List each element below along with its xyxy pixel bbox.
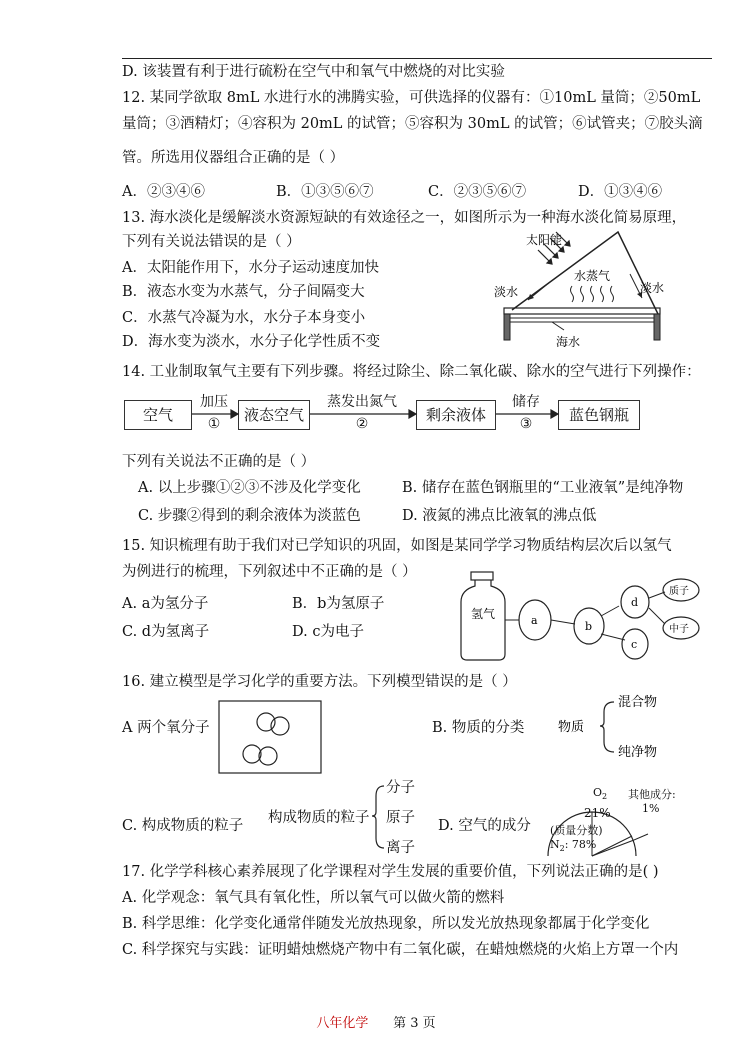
footer-subject: 八年化学	[316, 1016, 369, 1031]
flow-step-2-label: 蒸发出氮气	[327, 394, 397, 410]
q15-option-d: D. c为电子	[292, 624, 364, 640]
pie-n2-label: $N_2$: 78%	[550, 838, 597, 854]
q12-option-a: A．②③④⑥	[122, 184, 205, 200]
flow-box-air: 空气	[124, 400, 192, 430]
bottle-label: 氢气	[471, 607, 496, 621]
q13-stem-line2: 下列有关说法错误的是（ ）	[122, 234, 301, 250]
node-a: a	[531, 614, 538, 627]
flow-arrows	[0, 0, 752, 440]
particle-ion: 离子	[386, 840, 415, 856]
node-c: c	[631, 638, 638, 651]
q15-option-c: C. d为氢离子	[122, 624, 210, 640]
proton-label: 质子	[669, 586, 689, 597]
classify-root: 物质	[558, 720, 585, 735]
q14-option-c: C. 步骤②得到的剩余液体为淡蓝色	[138, 508, 361, 524]
q17-option-a: A. 化学观念：氧气具有氧化性，所以氧气可以做火箭的燃料	[122, 890, 505, 906]
q17-option-b: B. 科学思维：化学变化通常伴随发光放热现象，所以发光放热现象都属于化学变化	[122, 916, 650, 932]
sea-water-label: 海水	[556, 335, 581, 349]
q17-stem-line1: 17. 化学学科核心素养展现了化学课程对学生发展的重要价值，下列说法正确的是( )	[122, 864, 659, 880]
pie-o2-label: $O_2$	[593, 786, 608, 802]
flow-step-1-label: 加压	[200, 394, 228, 410]
q14-stem-line2: 下列有关说法不正确的是（ ）	[122, 454, 316, 470]
flow-box-remaining-liquid: 剩余液体	[416, 400, 496, 430]
q12-option-b: B．①③⑤⑥⑦	[276, 184, 374, 200]
pie-o2-pct: 21%	[584, 806, 611, 820]
particle-atom: 原子	[386, 810, 415, 826]
oxygen-molecule-model	[218, 700, 322, 774]
q12-stem-line1: 12. 某同学欲取 8mL 水进行水的沸腾实验，可供选择的仪器有：①10mL 量筒；②50mL	[122, 90, 701, 106]
q13-option-c: C．水蒸气冷凝为水，水分子本身变小	[122, 310, 366, 326]
pie-mass-label: (质量分数)	[550, 824, 603, 837]
flow-box-liquid-air: 液态空气	[238, 400, 310, 430]
q14-option-b: B. 储存在蓝色钢瓶里的“工业液氧”是纯净物	[402, 480, 684, 496]
node-d: d	[631, 596, 639, 609]
q17-option-c: C. 科学探究与实践：证明蜡烛燃烧产物中有二氧化碳，在蜡烛燃烧的火焰上方罩一个内	[122, 942, 679, 958]
classification-model	[550, 690, 700, 762]
q15-option-b: B．b为氢原子	[292, 596, 385, 612]
flow-step-3-label: 储存	[512, 394, 540, 410]
q16-option-b: B. 物质的分类	[432, 720, 525, 736]
fresh-water-right: 淡水	[640, 281, 665, 295]
q11-option-d: D. 该装置有利于进行硫粉在空气中和氧气中燃烧的对比实验	[122, 64, 505, 80]
q12-option-d: D．①③④⑥	[578, 184, 663, 200]
pie-other-label: 其他成分:	[628, 788, 676, 801]
classify-bottom: 纯净物	[618, 745, 658, 760]
q15-stem-line1: 15. 知识梳理有助于我们对已学知识的巩固，如图是某同学学习物质结构层次后以氢气	[122, 538, 672, 554]
q12-stem-line2: 量筒；③酒精灯；④容积为 20mL 的试管；⑤容积为 30mL 的试管；⑥试管夹；⑦胶头滴	[122, 116, 703, 132]
q14-option-a: A. 以上步骤①②③不涉及化学变化	[138, 480, 361, 496]
neutron-label: 中子	[669, 624, 689, 635]
classify-top: 混合物	[618, 695, 658, 710]
flow-step-3-num: ③	[519, 416, 533, 432]
q14-stem-line1: 14. 工业制取氧气主要有下列步骤。将经过除尘、除二氧化碳、除水的空气进行下列操作：	[122, 364, 701, 380]
fresh-water-left: 淡水	[494, 285, 519, 299]
node-b: b	[585, 620, 593, 633]
q12-stem-line3: 管。所选用仪器组合正确的是（ ）	[122, 150, 345, 166]
particle-molecule: 分子	[386, 780, 415, 796]
page-footer	[0, 1012, 752, 1031]
q13-option-a: A．太阳能作用下，水分子运动速度加快	[122, 260, 379, 276]
q13-option-b: B．液态水变为水蒸气，分子间隔变大	[122, 284, 365, 300]
structure-diagram	[455, 568, 705, 668]
q16-option-c: C. 构成物质的粒子	[122, 818, 244, 834]
q14-option-d: D. 液氮的沸点比液氧的沸点低	[402, 508, 597, 524]
flow-box-blue-cylinder: 蓝色钢瓶	[558, 400, 640, 430]
q16-option-d: D. 空气的成分	[438, 818, 531, 834]
q16-stem-line1: 16. 建立模型是学习化学的重要方法。下列模型错误的是（ ）	[122, 674, 517, 690]
sun-label: 太阳能	[526, 233, 563, 247]
pie-other-pct: 1%	[642, 802, 660, 815]
q15-stem-line2: 为例进行的梳理，下列叙述中不正确的是（ ）	[122, 564, 417, 580]
q16-option-a: A 两个氧分子	[122, 720, 210, 736]
footer-page: 第 3 页	[393, 1016, 436, 1031]
q13-option-d: D．海水变为淡水，水分子化学性质不变	[122, 334, 381, 350]
flow-step-2-num: ②	[355, 416, 369, 432]
particles-root: 构成物质的粒子	[268, 810, 370, 826]
q13-stem-line1: 13. 海水淡化是缓解淡水资源短缺的有效途径之一，如图所示为一种海水淡化简易原理，	[122, 210, 687, 226]
flow-step-1-num: ①	[207, 416, 221, 432]
q12-option-c: C．②③⑤⑥⑦	[428, 184, 527, 200]
q15-option-a: A. a为氢分子	[122, 596, 209, 612]
vapor-label: 水蒸气	[574, 269, 611, 283]
